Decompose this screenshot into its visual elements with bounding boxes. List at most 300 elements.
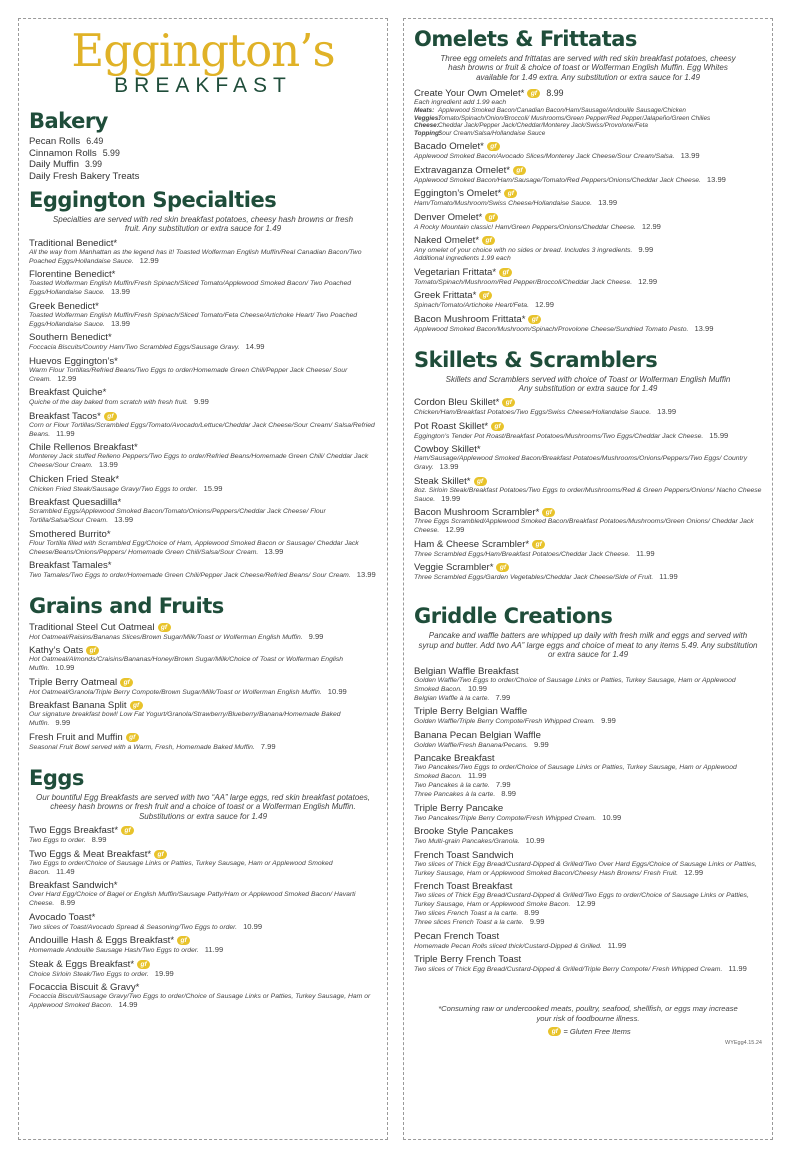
gf-badge-icon: gf bbox=[548, 1027, 561, 1036]
item-name bbox=[29, 560, 377, 571]
item-description bbox=[414, 814, 762, 823]
gf-badge-icon: gf bbox=[491, 422, 504, 431]
item-name bbox=[29, 301, 377, 312]
item-description bbox=[414, 432, 762, 441]
menu-item bbox=[414, 188, 762, 208]
item-name-text: Breakfast Sandwich* bbox=[29, 880, 118, 892]
item-name-text: Traditional Benedict* bbox=[29, 237, 118, 249]
item-name-text: Brooke Style Pancakes bbox=[414, 826, 514, 838]
ingredient-label: Meats: bbox=[414, 107, 435, 115]
item-description-text: Choice Sirloin Steak/Two Eggs to order. bbox=[29, 970, 149, 978]
item-name bbox=[414, 803, 762, 814]
menu-item bbox=[414, 476, 762, 504]
item-price: 13.99 bbox=[114, 515, 134, 525]
section-omelets bbox=[414, 27, 762, 334]
menu-item bbox=[29, 732, 377, 752]
item-description-text: Two Tamales/Two Eggs to order/Homemade Green Chili/Pepper Jack Cheese/Refried Beans/ Sour Cream. bbox=[29, 572, 351, 580]
item-price: 11.99 bbox=[728, 964, 747, 974]
skillets-list bbox=[414, 397, 762, 582]
ingredient-text: Cheddar Jack/Pepper Jack/Cheddar/Monterey Jack/Swiss/Provolone/Feta bbox=[438, 122, 648, 130]
item-description-text: Two Pancakes/Triple Berry Compote/Fresh Whipped Cream. bbox=[414, 814, 597, 822]
section-intro: Three egg omelets and frittatas are served with red skin breakfast potatoes, cheesy hash browns or fruit & choice of toast or Wolferman English Muffin. Egg Whites available for 1.49 extra. Any substitution or extra sauce for 1.49 bbox=[440, 54, 736, 82]
item-name bbox=[29, 442, 377, 453]
item-description bbox=[414, 741, 762, 750]
section-intro: Pancake and waffle batters are whipped up daily with fresh milk and eggs and served with syrup and butter. Add two AA” large eggs and choice of meat to any items 5.49. Any substitution or extra sauce for 1.49 bbox=[418, 631, 758, 660]
item-price: 9.99 bbox=[194, 397, 209, 407]
item-price: 9.99 bbox=[308, 631, 324, 641]
item-description bbox=[414, 278, 762, 287]
gf-badge-icon: gf bbox=[532, 540, 545, 549]
item-name bbox=[29, 912, 377, 923]
item-description-text: Homemade Andouille Sausage Hash/Two Eggs to order. bbox=[29, 947, 199, 955]
item-name bbox=[29, 849, 377, 860]
item-description bbox=[414, 892, 762, 909]
section-bakery bbox=[29, 109, 377, 182]
item-price: 14.99 bbox=[245, 342, 265, 352]
item-description-text: Monterey Jack stuffed Relleno Peppers/Two Eggs to order/Refried Beans/Homemade Green Chili/ Cheddar Jack Cheese/Sour Cream. bbox=[29, 453, 369, 470]
item-name-text: Pot Roast Skillet* bbox=[414, 420, 489, 432]
item-name-text: Breakfast Quesadilla* bbox=[29, 497, 122, 509]
item-extra-price: 8.99 bbox=[524, 908, 540, 918]
item-name bbox=[414, 141, 762, 152]
menu-item bbox=[414, 235, 762, 263]
menu-item bbox=[414, 314, 762, 334]
menu-item bbox=[29, 645, 377, 673]
menu-item bbox=[414, 267, 762, 287]
gf-badge-icon: gf bbox=[502, 398, 515, 407]
item-extra-text: Three Pancakes à la carte. bbox=[414, 791, 496, 799]
left-menu-panel bbox=[18, 18, 388, 1140]
item-price: 11.99 bbox=[467, 771, 487, 781]
item-price: 13.99 bbox=[598, 198, 618, 208]
item-name-text: Eggington’s Omelet* bbox=[414, 188, 502, 200]
item-price: 11.49 bbox=[56, 866, 75, 876]
item-name-text: Greek Benedict* bbox=[29, 300, 99, 312]
item-name-text: Smothered Burrito* bbox=[29, 528, 111, 540]
logo bbox=[29, 25, 377, 97]
section-title: Skillets & Scramblers bbox=[414, 347, 658, 372]
menu-item bbox=[29, 387, 377, 407]
item-name bbox=[29, 700, 377, 711]
grains-list bbox=[29, 622, 377, 752]
menu-item bbox=[29, 301, 377, 329]
item-description-text: Two slices of Thick Egg Bread/Custard-Dipped & Grilled/Two Over Hard Eggs/Choice of Sausage Links or Patties, Turkey Sausage, Ham or Applewood Smoked Bacon/Cheesy Hash Browns/ Fresh Fruit. bbox=[414, 860, 757, 877]
item-name bbox=[29, 677, 377, 688]
section-intro: Our bountiful Egg Breakfasts are served with two “AA” large eggs, red skin breakfast potatoes, cheesy hash browns or fresh fruit and a choice of toast or a Wolferman English Muffin. Substitutions or extra sauce for 1.49 bbox=[36, 792, 370, 821]
item-name bbox=[414, 476, 762, 487]
item-name-text: Triple Berry Oatmeal bbox=[29, 676, 118, 688]
item-description bbox=[414, 837, 762, 846]
menu-item bbox=[29, 959, 377, 979]
item-name-text: Greek Frittata* bbox=[414, 290, 477, 302]
item-description-text: Two slices of Toast/Avocado Spread & Seasoning/Two Eggs to order. bbox=[29, 923, 238, 931]
menu-item bbox=[29, 700, 377, 728]
item-description-text: Focaccia Biscuit/Sausage Gravy/Two Eggs to order/Choice of Sausage Links or Patties, Turkey Sausage, Ham or Applewood Smoked Bacon. bbox=[29, 993, 371, 1010]
item-name-text: Triple Berry French Toast bbox=[414, 954, 522, 966]
bakery-item bbox=[29, 159, 377, 171]
item-extra-text: Two slices French Toast a la carte. bbox=[414, 910, 519, 918]
item-name bbox=[29, 645, 377, 656]
item-description bbox=[29, 453, 377, 470]
item-name bbox=[414, 88, 762, 99]
ingredient-label: Cheese: bbox=[414, 122, 439, 130]
gf-badge-icon: gf bbox=[527, 89, 540, 98]
item-price: 8.99 bbox=[91, 835, 107, 845]
item-name-text: Florentine Benedict* bbox=[29, 269, 116, 281]
item-description bbox=[29, 946, 377, 955]
menu-item bbox=[414, 165, 762, 185]
item-price: 12.99 bbox=[641, 221, 661, 231]
item-name bbox=[414, 539, 762, 550]
bakery-item-name: Daily Muffin bbox=[29, 159, 79, 170]
item-name-text: Focaccia Biscuit & Gravy* bbox=[29, 982, 140, 994]
item-description bbox=[414, 325, 762, 334]
menu-item bbox=[29, 677, 377, 697]
item-name-text: Kathy’s Oats bbox=[29, 645, 84, 657]
item-description bbox=[29, 656, 377, 673]
item-name bbox=[29, 332, 377, 343]
item-description-text: A Rocky Mountain classic! Ham/Green Peppers/Onions/Cheddar Cheese. bbox=[414, 223, 636, 231]
menu-item bbox=[29, 849, 377, 877]
item-description bbox=[414, 550, 762, 559]
item-description-text: Over Hard Egg/Choice of Bagel or English Muffin/Sausage Patty/Ham or Applewood Smoked Bacon/ Havarti Cheese. bbox=[29, 891, 356, 908]
section-griddle bbox=[414, 604, 762, 974]
item-extra bbox=[414, 918, 762, 927]
item-price: 12.99 bbox=[139, 255, 159, 265]
item-description bbox=[414, 199, 762, 208]
item-description bbox=[414, 717, 762, 726]
ingredient-rows bbox=[414, 107, 762, 137]
item-description-text: Warm Flour Tortillas/Refried Beans/Two Eggs to order/Homemade Green Chili/Pepper Jack Cheese/ Sour Cream. bbox=[29, 366, 348, 383]
item-description bbox=[414, 965, 762, 974]
item-description bbox=[29, 343, 377, 352]
item-name bbox=[414, 826, 762, 837]
item-description bbox=[29, 836, 377, 845]
menu-item bbox=[29, 622, 377, 642]
item-name bbox=[29, 959, 377, 970]
item-name-text: Extravaganza Omelet* bbox=[414, 164, 510, 176]
menu-item bbox=[414, 931, 762, 951]
ingredient-label: Veggies: bbox=[414, 114, 441, 122]
item-description bbox=[414, 677, 762, 694]
item-description bbox=[414, 455, 762, 472]
item-description-text: Two Pancakes/Two Eggs to order/Choice of Sausage Links or Patties, Turkey Sausage, Ham or Applewood Smoked Bacon. bbox=[414, 764, 737, 781]
item-description-text: Tomato/Spinach/Mushroom/Red Pepper/Broccoli/Cheddar Jack Cheese. bbox=[414, 278, 633, 286]
gf-badge-icon: gf bbox=[121, 826, 134, 835]
menu-item bbox=[29, 269, 377, 297]
gf-badge-icon: gf bbox=[120, 678, 133, 687]
item-description bbox=[29, 367, 377, 384]
gf-badge-icon: gf bbox=[504, 189, 517, 198]
item-extra-price: 7.99 bbox=[495, 780, 511, 790]
menu-item bbox=[414, 753, 762, 799]
section-title: Grains and Fruits bbox=[29, 594, 224, 619]
item-name bbox=[414, 850, 762, 861]
menu-item bbox=[29, 982, 377, 1010]
ingredient-row bbox=[414, 115, 762, 123]
item-description-text: Three Scrambled Eggs/Ham/Breakfast Potatoes/Cheddar Jack Cheese. bbox=[414, 550, 631, 558]
item-name bbox=[29, 622, 377, 633]
item-name-text: Steak Skillet* bbox=[414, 475, 471, 487]
menu-item bbox=[29, 332, 377, 352]
menu-item bbox=[414, 666, 762, 703]
section-intro: Specialties are served with red skin breakfast potatoes, cheesy hash browns or fresh fruit. Any substitution or extra sauce for 1.49 bbox=[52, 215, 354, 234]
item-name bbox=[29, 732, 377, 743]
item-price: 7.99 bbox=[260, 741, 276, 751]
item-description bbox=[29, 743, 377, 752]
item-description bbox=[29, 280, 377, 297]
menu-item bbox=[29, 560, 377, 580]
item-description bbox=[29, 540, 377, 557]
menu-item bbox=[29, 912, 377, 932]
item-description bbox=[414, 487, 762, 504]
item-name bbox=[414, 954, 762, 965]
menu-item bbox=[414, 706, 762, 726]
gf-badge-icon: gf bbox=[104, 412, 117, 421]
item-name-text: Breakfast Quiche* bbox=[29, 387, 107, 399]
eggs-list bbox=[29, 825, 377, 1010]
section-grains bbox=[29, 594, 377, 752]
logo-script: Eggington’s bbox=[71, 24, 335, 77]
item-description-text: 8oz. Sirloin Steak/Breakfast Potatoes/Two Eggs to order/Mushrooms/Red & Green Peppers/Onions/ Nacho Cheese Sauce. bbox=[414, 486, 762, 503]
item-description bbox=[29, 633, 377, 642]
item-description bbox=[29, 970, 377, 979]
menu-item bbox=[414, 730, 762, 750]
item-description-text: Toasted Wolferman English Muffin/Fresh Spinach/Sliced Tomato/Feta Cheese/Artichoke Heart/ Two Poached Eggs/Hollandaise Sauce. bbox=[29, 311, 358, 328]
menu-item bbox=[414, 850, 762, 878]
item-description-text: Golden Waffle/Triple Berry Compote/Fresh Whipped Cream. bbox=[414, 718, 596, 726]
item-description bbox=[29, 249, 377, 266]
item-name-text: Triple Berry Pancake bbox=[414, 802, 504, 814]
item-name-text: Veggie Scrambler* bbox=[414, 562, 494, 574]
section-title: Bakery bbox=[29, 109, 108, 133]
item-description-text: Flour Tortilla filled with Scrambled Egg/Choice of Ham, Applewood Smoked Bacon or Sausage/ Cheddar Jack Cheese/Beans/Onions/Peppers/ Homemade Green Chili/Salsa/Sour Cream. bbox=[29, 539, 359, 556]
item-name bbox=[29, 935, 377, 946]
item-description-text: Applewood Smoked Bacon/Mushroom/Spinach/Provolone Cheese/Sundried Tomato Pesto. bbox=[414, 325, 689, 333]
item-description bbox=[29, 891, 377, 908]
item-description bbox=[29, 711, 377, 728]
item-description-text: Applewood Smoked Bacon/Avocado Slices/Monterey Jack Cheese/Sour Cream/Salsa. bbox=[414, 153, 675, 161]
menu-item bbox=[414, 507, 762, 535]
gf-badge-icon: gf bbox=[86, 646, 99, 655]
gf-badge-icon: gf bbox=[479, 291, 492, 300]
menu-item bbox=[29, 880, 377, 908]
item-description bbox=[29, 485, 377, 494]
item-price: 15.99 bbox=[709, 430, 729, 440]
item-name-text: Pancake Breakfast bbox=[414, 753, 495, 765]
item-description-text: Two Eggs to order/Choice of Sausage Links or Patties, Turkey Sausage, Ham or Applewood Smoked Bacon. bbox=[29, 859, 333, 876]
item-name-text: Ham & Cheese Scrambler* bbox=[414, 538, 530, 550]
menu-item bbox=[29, 497, 377, 525]
section-intro: Skillets and Scramblers served with choice of Toast or Wolferman English Muffin Any substitution or extra sauce for 1.49 bbox=[445, 374, 731, 393]
item-name-text: Fresh Fruit and Muffin bbox=[29, 731, 123, 743]
menu-item bbox=[414, 421, 762, 441]
item-name-text: French Toast Sandwich bbox=[414, 849, 514, 861]
item-description bbox=[414, 573, 762, 582]
item-extra: Additional ingredients 1.99 each bbox=[414, 255, 511, 263]
item-description bbox=[414, 518, 762, 535]
bakery-item bbox=[29, 136, 377, 148]
gf-badge-icon: gf bbox=[485, 213, 498, 222]
item-price: 12.99 bbox=[445, 525, 465, 535]
item-price: 13.99 bbox=[98, 460, 118, 470]
print-code: WYEgg4.15.24 bbox=[725, 1040, 762, 1047]
bakery-item bbox=[29, 171, 377, 183]
menu-item bbox=[414, 444, 762, 472]
griddle-list bbox=[414, 666, 762, 975]
menu-item bbox=[29, 474, 377, 494]
item-price: 13.99 bbox=[356, 570, 376, 580]
item-description bbox=[29, 993, 377, 1010]
menu-item bbox=[414, 212, 762, 232]
item-name bbox=[414, 753, 762, 764]
menu-item bbox=[414, 954, 762, 974]
item-description bbox=[29, 571, 377, 580]
menu-item bbox=[414, 88, 762, 137]
item-price: 9.99 bbox=[533, 739, 549, 749]
item-name bbox=[414, 397, 762, 408]
item-description-text: Three Eggs Scrambled/Applewood Smoked Bacon/Breakfast Potatoes/Mushrooms/Green Onions/ Cheddar Jack Cheese. bbox=[414, 518, 754, 535]
item-price: 9.99 bbox=[55, 718, 71, 728]
item-description-text: Two Multi-grain Pancakes/Granola. bbox=[414, 838, 520, 846]
item-price: 14.99 bbox=[118, 1000, 138, 1010]
item-price: 10.99 bbox=[327, 686, 347, 696]
item-name bbox=[29, 825, 377, 836]
item-price: 11.99 bbox=[56, 428, 75, 438]
item-description-text: Ham/Sausage/Applewood Smoked Bacon/Breakfast Potatoes/Mushrooms/Onions/Peppers/Two Eggs/ Country Gravy. bbox=[414, 455, 748, 472]
item-name-text: Bacon Mushroom Scrambler* bbox=[414, 507, 540, 519]
menu-item bbox=[29, 529, 377, 557]
item-name-text: Southern Benedict* bbox=[29, 332, 112, 344]
bakery-item-name: Pecan Rolls bbox=[29, 136, 81, 147]
item-price: 10.99 bbox=[467, 683, 487, 693]
gf-badge-icon: gf bbox=[474, 477, 487, 486]
item-name bbox=[414, 267, 762, 278]
gf-badge-icon: gf bbox=[513, 166, 526, 175]
item-price: 8.99 bbox=[60, 898, 76, 908]
specialties-list bbox=[29, 238, 377, 581]
gf-legend-text: = Gluten Free Items bbox=[563, 1026, 631, 1036]
item-description bbox=[29, 688, 377, 697]
bakery-item-name: Daily Fresh Bakery Treats bbox=[29, 170, 140, 182]
item-description bbox=[29, 508, 377, 525]
omelets-list bbox=[414, 141, 762, 334]
item-description-text: Hot Oatmeal/Raisins/Bananas Slices/Brown Sugar/Milk/Toast or Wolferman English Muffin. bbox=[29, 633, 303, 641]
item-description-text: Corn or Flour Tortillas/Scrambled Eggs/Tomato/Avocado/Lettuce/Cheddar Jack Cheese/Sour Cream/ Salsa/Refried Beans. bbox=[29, 421, 375, 438]
item-extra-price: 8.99 bbox=[501, 789, 517, 799]
item-description-text: Applewood Smoked Bacon/Ham/Sausage/Tomato/Red Peppers/Onions/Cheddar Jack Cheese. bbox=[414, 176, 701, 184]
gf-badge-icon: gf bbox=[158, 623, 171, 632]
item-price: 12.99 bbox=[638, 276, 658, 286]
item-name-text: Andouille Hash & Eggs Breakfast* bbox=[29, 935, 175, 947]
item-description-text: Homemade Pecan Rolls sliced thick/Custard-Dipped & Grilled. bbox=[414, 942, 602, 950]
section-title: Omelets & Frittatas bbox=[414, 27, 637, 51]
item-description-text: Scrambled Eggs/Applewood Smoked Bacon/Tomato/Onions/Peppers/Cheddar Jack Cheese/ Flour Tortilla/Salsa/Sour Cream. bbox=[29, 508, 326, 525]
item-description-text: Chicken/Ham/Breakfast Potatoes/Two Eggs/Swiss Cheese/Hollandaise Sauce. bbox=[414, 409, 652, 417]
item-name-text: Bacado Omelet* bbox=[414, 141, 484, 153]
menu-item bbox=[414, 141, 762, 161]
menu-item bbox=[414, 397, 762, 417]
item-description-text: Hot Oatmeal/Granola/Triple Berry Compote/Brown Sugar/Milk/Toast or Wolferman English Muffin. bbox=[29, 688, 322, 696]
item-extra bbox=[414, 781, 762, 790]
item-description bbox=[414, 942, 762, 951]
item-name-text: Two Eggs & Meat Breakfast* bbox=[29, 848, 152, 860]
item-price: 13.99 bbox=[706, 174, 726, 184]
item-name bbox=[29, 238, 377, 249]
item-name bbox=[29, 880, 377, 891]
item-name-text: Triple Berry Belgian Waffle bbox=[414, 706, 528, 718]
item-description-text: Chicken Fried Steak/Sausage Gravy/Two Eggs to order. bbox=[29, 485, 198, 493]
item-price: 13.99 bbox=[657, 407, 677, 417]
gf-badge-icon: gf bbox=[528, 315, 541, 324]
ingredient-row bbox=[414, 122, 762, 130]
item-price: 9.99 bbox=[638, 245, 654, 255]
item-name bbox=[414, 931, 762, 942]
ingredient-text: Applewood Smoked Bacon/Canadian Bacon/Ham/Sausage/Andouille Sausage/Chicken bbox=[438, 107, 686, 115]
item-name-text: Breakfast Tacos* bbox=[29, 410, 101, 422]
item-description bbox=[29, 860, 377, 877]
item-price: 13.99 bbox=[110, 287, 130, 297]
footnote bbox=[414, 1004, 762, 1046]
item-name bbox=[414, 314, 762, 325]
menu-item bbox=[29, 935, 377, 955]
item-description-text: Any omelet of your choice with no sides or bread. Includes 3 ingredients. bbox=[414, 247, 633, 255]
item-name-text: Bacon Mushroom Frittata* bbox=[414, 313, 526, 325]
item-name bbox=[414, 730, 762, 741]
item-extra-price: 9.99 bbox=[529, 917, 545, 927]
item-price: 8.99 bbox=[546, 88, 564, 99]
bakery-item-price: 6.49 bbox=[86, 136, 104, 146]
menu-item bbox=[414, 290, 762, 310]
gf-badge-icon: gf bbox=[137, 960, 150, 969]
item-name-text: Denver Omelet* bbox=[414, 211, 483, 223]
menu-item bbox=[414, 826, 762, 846]
item-name-text: Steak & Eggs Breakfast* bbox=[29, 958, 135, 970]
item-price: 10.99 bbox=[55, 663, 75, 673]
item-name bbox=[414, 290, 762, 301]
item-name bbox=[414, 881, 762, 892]
bakery-item bbox=[29, 148, 377, 160]
item-name-text: Traditional Steel Cut Oatmeal bbox=[29, 621, 155, 633]
item-description bbox=[414, 861, 762, 878]
item-price: 9.99 bbox=[601, 716, 616, 726]
item-price: 12.99 bbox=[684, 867, 704, 877]
item-description bbox=[414, 301, 762, 310]
item-price: 13.99 bbox=[110, 318, 130, 328]
item-name bbox=[414, 666, 762, 677]
item-description-text: Foccacia Biscuits/Country Ham/Two Scrambled Eggs/Sausage Gravy. bbox=[29, 344, 240, 352]
item-description-text: Two Eggs to order. bbox=[29, 837, 86, 845]
section-eggs bbox=[29, 766, 377, 1010]
item-name bbox=[414, 165, 762, 176]
section-specialties bbox=[29, 188, 377, 580]
menu-item bbox=[29, 356, 377, 384]
item-price: 19.99 bbox=[441, 493, 461, 503]
consuming-warning: *Consuming raw or undercooked meats, poultry, seafood, shellfish, or eggs may increase your risk of foodbourne illness. bbox=[438, 1004, 738, 1023]
right-menu-panel bbox=[403, 18, 773, 1140]
item-description bbox=[414, 176, 762, 185]
item-price: 10.99 bbox=[602, 812, 622, 822]
item-price: 10.99 bbox=[525, 836, 545, 846]
gf-badge-icon: gf bbox=[177, 936, 190, 945]
section-skillets bbox=[414, 348, 762, 583]
item-description bbox=[29, 422, 377, 439]
menu-item bbox=[29, 825, 377, 845]
item-name bbox=[414, 212, 762, 223]
item-description bbox=[414, 223, 762, 232]
item-name bbox=[414, 507, 762, 518]
item-name-text: Chile Rellenos Breakfast* bbox=[29, 442, 138, 454]
